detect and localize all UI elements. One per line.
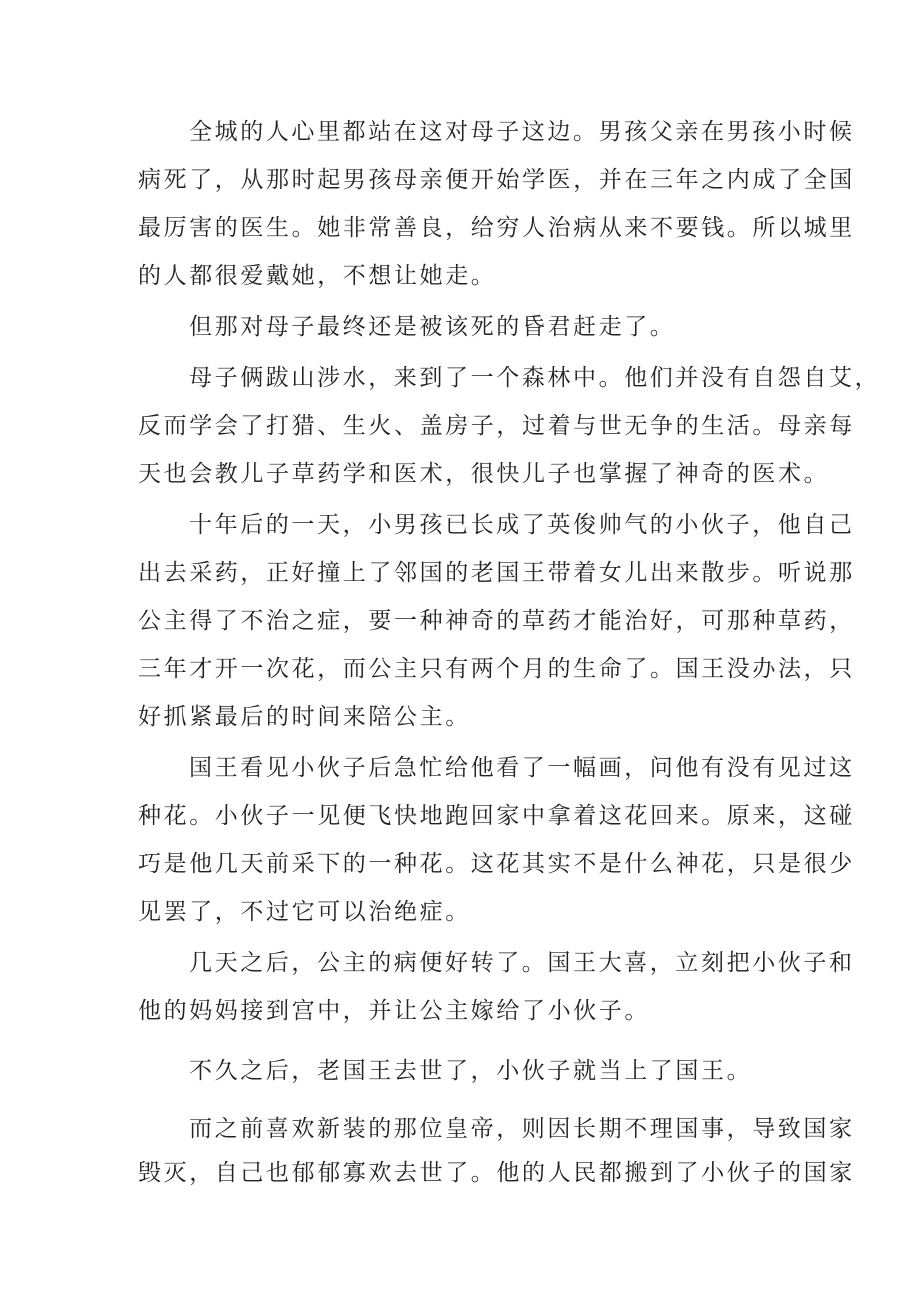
paragraph-line: 毁灭，自己也郁郁寡欢去世了。他的人民都搬到了小伙子的国家	[138, 1160, 855, 1186]
paragraph-line: 国王看见小伙子后急忙给他看了一幅画，问他有没有见过这	[189, 755, 855, 781]
paragraph-line: 十年后的一天，小男孩已长成了英俊帅气的小伙子，他自己	[189, 512, 855, 538]
story-text	[138, 108, 881, 1195]
paragraph-line: 巧是他几天前采下的一种花。这花其实不是什么神花，只是很少	[138, 851, 855, 877]
paragraph-line: 公主得了不治之症，要一种神奇的草药才能治好，可那种草药，	[138, 608, 855, 634]
paragraph-line: 天也会教儿子草药学和医术，很快儿子也掌握了神奇的医术。	[138, 461, 830, 487]
paragraph-line: 几天之后，公主的病便好转了。国王大喜，立刻把小伙子和	[189, 950, 855, 976]
paragraph-line: 病死了，从那时起男孩母亲便开始学医，并在三年之内成了全国	[138, 167, 855, 193]
paragraph-line: 母子俩跋山涉水，来到了一个森林中。他们并没有自怨自艾，	[189, 365, 881, 391]
paragraph-line: 但那对母子最终还是被该死的昏君赶走了。	[189, 314, 676, 340]
paragraph-6	[138, 939, 855, 1035]
paragraph-7	[138, 1047, 798, 1095]
paragraph-4	[138, 501, 855, 741]
paragraph-line: 出去采药，正好撞上了邻国的老国王带着女儿出来散步。听说那	[138, 560, 855, 586]
paragraph-line: 不久之后，老国王去世了，小伙子就当上了国王。	[189, 1058, 753, 1084]
paragraph-2	[138, 303, 798, 351]
paragraph-line: 反而学会了打猎、生火、盖房子，过着与世无争的生活。母亲每	[138, 413, 855, 439]
paragraph-line: 种花。小伙子一见便飞快地跑回家中拿着这花回来。原来，这碰	[138, 803, 855, 829]
paragraph-line: 全城的人心里都站在这对母子这边。男孩父亲在男孩小时候	[189, 119, 855, 145]
paragraph-line: 的人都很爱戴她，不想让她走。	[138, 263, 497, 289]
paragraph-line: 三年才开一次花，而公主只有两个月的生命了。国王没办法，只	[138, 656, 855, 682]
paragraph-1	[138, 108, 855, 300]
paragraph-line: 好抓紧最后的时间来陪公主。	[138, 704, 471, 730]
paragraph-line: 他的妈妈接到宫中，并让公主嫁给了小伙子。	[138, 998, 650, 1024]
paragraph-5	[138, 744, 855, 936]
paragraph-line: 而之前喜欢新装的那位皇帝，则因长期不理国事，导致国家	[189, 1116, 855, 1142]
paragraph-3	[138, 354, 881, 498]
paragraph-line: 最厉害的医生。她非常善良，给穷人治病从来不要钱。所以城里	[138, 215, 855, 241]
paragraph-8	[138, 1107, 855, 1195]
paragraph-line: 见罢了，不过它可以治绝症。	[138, 899, 471, 925]
